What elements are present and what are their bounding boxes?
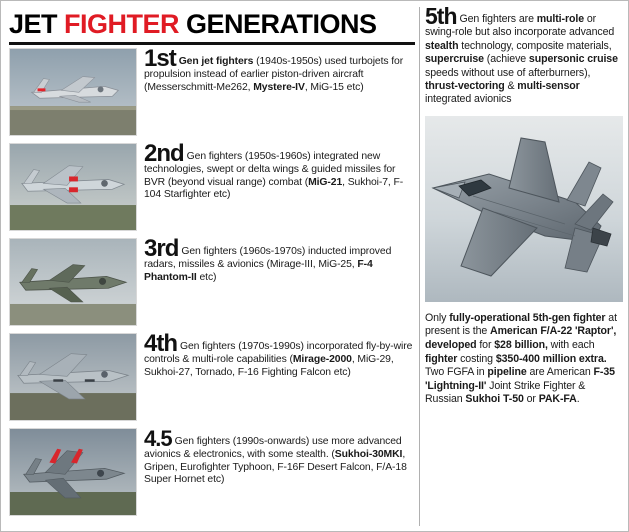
r-bot-seg5: $28 billion, (494, 339, 548, 352)
generation-number-4th: 4th (144, 333, 177, 357)
generation-text-3rd (144, 238, 415, 284)
r-bot-seg17: PAK-FA (538, 393, 577, 406)
photo-f4-phantom-third-gen-jet (9, 238, 137, 326)
r-bot-seg6: with each (547, 339, 595, 352)
r-bot-seg12: are American (526, 366, 594, 379)
r-bot-seg4: for (476, 339, 495, 352)
gen4-seg1: Mirage-2000 (292, 354, 352, 365)
gen1-seg0: Gen jet fighters (178, 56, 254, 67)
fifth-gen-panel (425, 3, 623, 526)
generation-number-1st: 1st (144, 48, 176, 72)
photo-mig21-artwork (10, 144, 136, 231)
generation-row-4point5 (9, 428, 415, 521)
gen1-seg2: Mystere-IV (253, 81, 305, 93)
generation-text-2nd (144, 143, 415, 202)
generation-number-3rd: 3rd (144, 238, 179, 262)
r-top-seg2: or swing-role but also incorporate advanced (425, 13, 615, 39)
title-part-2: GENERATIONS (179, 8, 377, 39)
generation-row-2nd (9, 143, 415, 236)
gen45-seg2: , Gripen, Eurofighter Typhoon, F-16F Desert Falcon, F/A-18 Super Hornet etc) (144, 449, 407, 486)
r-bot-seg0: Only (425, 311, 450, 324)
photo-mig15-artwork (10, 49, 136, 136)
photo-f4-artwork (10, 239, 136, 326)
generation-text-4point5 (144, 428, 415, 487)
photo-sukhoi30mki-artwork (10, 429, 136, 516)
r-top-seg8: speeds without use of afterburners), (425, 66, 591, 79)
photo-mirage2000-artwork (10, 334, 136, 421)
gen45-seg1: Sukhoi-30MKI (334, 449, 403, 460)
page-title-text (9, 8, 377, 39)
fifth-gen-number: 5th (425, 3, 457, 29)
fifth-gen-description (425, 3, 623, 107)
r-top-seg10: & (504, 80, 518, 93)
column-divider (419, 7, 420, 526)
r-bot-seg14: Joint Strike Fighter & Russian (425, 379, 586, 406)
r-top-seg9: thrust-vectoring (425, 80, 505, 93)
r-bot-seg16: or (523, 393, 539, 406)
generation-number-2nd: 2nd (144, 143, 184, 167)
gen1-seg3: , MiG-15 etc) (304, 81, 364, 93)
gen3-seg2: etc) (196, 271, 217, 283)
title-part-1: JET (9, 8, 65, 39)
generations-list (9, 48, 415, 526)
photo-mirage2000-fourth-gen-jet (9, 333, 137, 421)
r-top-seg7: supersonic cruise (528, 53, 618, 66)
photo-mig15-first-gen-jet (9, 48, 137, 136)
r-top-seg3: stealth (425, 39, 459, 52)
gen1-seg1: (1940s-1950s) used turbojets for propulsion instead of earlier piston-driven aircraft (Messerschmitt-Me262, (144, 56, 404, 93)
gen2-seg2: , Sukhoi-7, F-104 Starfighter etc) (144, 176, 404, 201)
gen45-seg0: Gen fighters (1990s-onwards) use more advanced avionics & electronics, with some stealth. ( (144, 436, 402, 460)
r-top-seg0: Gen fighters are (459, 13, 537, 25)
r-bot-seg1: fully-operational 5th-gen fighter (449, 311, 606, 324)
photo-mig21-second-gen-jet (9, 143, 137, 231)
r-top-seg12: integrated avionics (425, 93, 512, 106)
r-top-seg4: technology, composite materials, (458, 39, 612, 52)
photo-f22-artwork (425, 116, 623, 302)
generation-row-3rd (9, 238, 415, 331)
r-bot-seg2: at present is the (425, 311, 617, 338)
gen2-seg0: Gen fighters (1950s-1960s) integrated new technologies, swept or delta wings & guided missiles for BVR (beyond visual range) combat ( (144, 151, 396, 188)
r-bot-seg18: . (576, 393, 580, 406)
title-underline-divider (9, 42, 415, 45)
gen4-seg0: Gen fighters (1970s-1990s) incorporated fly-by-wire controls & multi-role capabilities ( (144, 341, 413, 365)
r-top-seg6: (achieve (483, 53, 529, 66)
r-top-seg11: multi-sensor (517, 80, 580, 93)
f22-raptor-cost-note (425, 312, 623, 407)
r-top-seg5: supercruise (425, 53, 484, 66)
generation-number-4point5: 4.5 (144, 428, 172, 451)
title-highlight: FIGHTER (64, 8, 180, 39)
generation-row-1st (9, 48, 415, 141)
r-bot-seg10: Two FGFA in (425, 366, 488, 379)
r-bot-seg11: pipeline (487, 366, 527, 379)
photo-f22-raptor-fifth-gen-jet (425, 116, 623, 302)
r-bot-seg9: $350-400 million extra. (495, 352, 607, 365)
gen3-seg1: F-4 Phantom-II (144, 259, 373, 283)
gen2-seg1: MiG-21 (308, 176, 343, 188)
page-title (9, 7, 415, 41)
r-bot-seg8: costing (457, 352, 496, 365)
r-bot-seg3: American F/A-22 'Raptor', developed (425, 325, 617, 352)
r-bot-seg15: Sukhoi T-50 (465, 393, 524, 406)
r-bot-seg7: fighter (425, 352, 458, 365)
r-top-seg1: multi-role (536, 13, 584, 25)
generation-text-4th (144, 333, 415, 379)
photo-sukhoi30mki-gen-four-point-five-jet (9, 428, 137, 516)
r-bot-seg13: F-35 'Lightning-II' (425, 366, 615, 392)
generation-text-1st (144, 48, 415, 94)
gen4-seg2: , MiG-29, Sukhoi-27, Tornado, F-16 Fighting Falcon etc) (144, 354, 394, 378)
gen3-seg0: Gen fighters (1960s-1970s) inducted improved radars, missiles & avionics (Mirage-III, MiG-25, (144, 246, 392, 270)
generation-row-4th (9, 333, 415, 426)
